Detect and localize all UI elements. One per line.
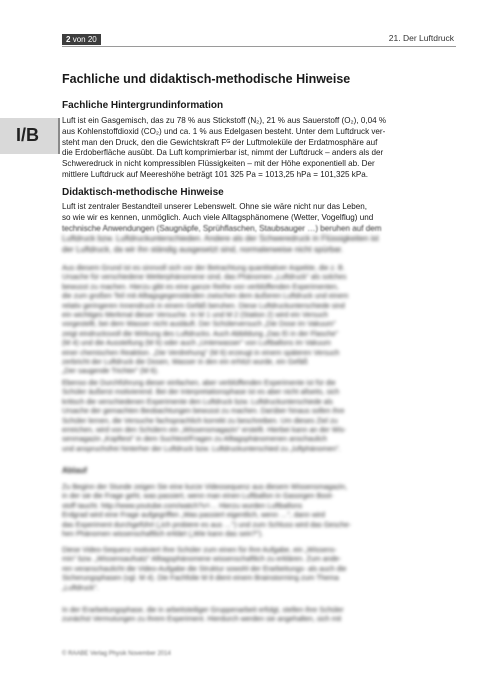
text-line: „Der saugende Trichter" (M 6). <box>62 366 159 376</box>
text-line: Schüler lernen, die Versuche fachsprachlich korrekt zu beschreiben. Um dieses Ziel zu <box>62 415 338 425</box>
text-line: so wie wir es kennen, unmöglich. Auch viele Alltagsphänomene (Wetter, Vogelflug) und <box>62 212 374 222</box>
text-line: das Experiment durchgeführt („Ich probiere es aus …") und zum Schluss wird das Gesche- <box>62 519 351 529</box>
text-line: vorgestellt, bei dem Wasser nicht ausläuft. Der Schülerversuch „Die Dose im Vakuum" <box>62 319 336 329</box>
text-line: In der Erarbeitungsphase, die in arbeitsteiliger Gruppenarbeit erfolgt, stellen ihre Schüler <box>62 605 344 614</box>
page-number-badge <box>62 34 101 45</box>
text-line: ein wichtiges Merkmal dieser Versuche. In M 1 und M 2 (Station 2) wird ein Versuch <box>62 310 329 320</box>
text-line: einer chemischen Reaktion. „Die Verdrehung" (M 6) erzeugt in einem späteren Versuch <box>62 347 340 357</box>
text-line: ren veranschaulicht die Video-Aufgabe die Struktur sowohl der Erarbeitungs- als auch die <box>62 563 347 573</box>
background-paragraph <box>62 116 454 181</box>
page-total: 20 <box>87 35 97 44</box>
text-line: Ursache der gemachten Beobachtungen bewusst zu machen. Darüber hinaus sollen ihre <box>62 406 345 416</box>
text-line: steht man den Druck, den die Gewichtskraft Fᴳ der Luftmoleküle der Erdatmosphäre auf <box>62 137 378 147</box>
blurred-paragraph-4 <box>62 545 454 592</box>
text-line: Erdgrad wird eine Frage aufgegriffen „Was passiert eigentlich, wenn …", dann wird <box>62 510 326 520</box>
footer-copyright: © RAABE Verlag Physik November 2014 <box>62 651 171 657</box>
page-header <box>62 32 456 47</box>
text-line: mittlere Luftdruck auf Meereshöhe beträgt 101 325 Pa = 1013,25 hPa = 101,325 kPa. <box>62 169 368 179</box>
text-line: Ursache für verschiedene Wetterphänomene sind, das Phänomen „Luftdruck" als solches <box>62 272 347 282</box>
section-heading-background: Fachliche Hintergrundinformation <box>62 100 224 111</box>
text-line: erreichen, wird von den Schülern ein „Wissensmagazin" erstellt. Hierbei kann an der Wis- <box>62 425 347 435</box>
text-line: (M 4) und die Ausstellung (M 6) oder auch „Unterwasser" von Luftballons im Vakuum <box>62 338 331 348</box>
text-line: bewusst zu machen. Hierzu gibt es eine ganze Reihe von verblüffenden Experimenten, <box>62 281 339 291</box>
text-line: die zum großen Teil mit Alltagsgegenständen zwischen dem äußeren Luftdruck und einem <box>62 291 349 301</box>
text-line: technische Anwendungen (Saugnäpfe, Sprühflaschen, Staubsauger …) beruhen auf dem <box>62 223 382 233</box>
didactic-paragraph <box>62 202 454 256</box>
text-line: der Luftdruck, da wir ihn ständig ausgesetzt sind, normalerweise nicht spürbar. <box>62 245 344 255</box>
text-line: Zu Beginn der Stunde zeigen Sie eine kurze Videosequenz aus diesem Wissensmagazin, <box>62 482 348 491</box>
text-line: Luft ist zentraler Bestandteil unserer Lebenswelt. Ohne sie wäre nicht nur das Leben, <box>62 202 368 211</box>
blurred-paragraph-1 <box>62 263 454 376</box>
text-line: min" bzw. „Wissensaufsatz" Alltagsphänomene wissenschaftlich zu erklären. Zum ande- <box>62 554 342 564</box>
text-line: Schüler äußerst motivierend. Bei der Interpretationsphase ist es aber nicht allseits, sich <box>62 387 340 397</box>
text-line: Sicherungsphasen (vgl. M 4). Die Fachfolie M 8 dient einem Brainstorming zum Thema <box>62 573 339 583</box>
text-line: und anspruchsfrei hinterher der Luftdruck bzw. Luftdruckunterschied zu „luftphänomen". <box>62 443 341 453</box>
text-line: hen Phänomen wissenschaftlich erklärt („Wie kann das sein?"). <box>62 529 264 539</box>
text-line: aus Kohlenstoffdioxid (CO₂) und ca. 1 % aus Edelgasen besteht. Unter dem Luftdruck ver- <box>62 126 386 136</box>
blurred-paragraph-2 <box>62 378 454 453</box>
text-line: „Luftdruck". <box>62 582 99 592</box>
blurred-paragraph-5 <box>62 605 454 624</box>
text-line: Luft ist ein Gasgemisch, das zu 78 % aus Stickstoff (N₂), 21 % aus Sauerstoff (O₂), 0,04 % <box>62 116 387 125</box>
text-line: stoff taucht. http://www.youtube.com/watch?v=… Hierzu wurden Luftballons <box>62 500 303 510</box>
text-line: zunächst Vermutungen zu ihrem Experiment. Hierdurch werden sie angehalten, sich mit <box>62 614 342 624</box>
text-line: in der sie die Frage geht, was passiert, wenn man einen Luftballon in Gasorgen Boot- <box>62 491 334 501</box>
text-line: zerbricht der Luftdruck die Dosen, Wasser in den ein erhitzt wurde, ein Gefäß <box>62 357 308 367</box>
text-line: Luftdruck bzw. Luftdruckunterschieden. Andere als der Schweredruck in Flüssigkeiten ist <box>62 234 379 244</box>
main-title: Fachliche und didaktisch-methodische Hinweise <box>62 72 351 86</box>
page-current: 2 <box>66 35 71 44</box>
side-tab-label: I/B <box>16 125 40 145</box>
chapter-title: 21. Der Luftdruck <box>388 33 454 43</box>
text-line: die Erdoberfläche ausübt. Da Luft komprimierbar ist, nimmt der Luftdruck – anders als der <box>62 148 384 158</box>
blurred-paragraph-3 <box>62 482 454 538</box>
page-separator: von <box>72 35 86 44</box>
side-tab <box>0 118 60 154</box>
section-heading-ablauf: Ablauf <box>62 466 87 475</box>
text-line: kritisch die verschiedenen Experimente den Luftdruck bzw. Luftdruckunterschiede als <box>62 396 333 406</box>
text-line: zeigt eindrucksvoll die Wirkung des Luftdrucks. Auch Abbildung „Das Ei in der Flasche" <box>62 328 339 338</box>
text-line: senmagazin „Kopftest" in dem Suchtext/Fragen zu Alltagsphänomenen anschaulich <box>62 434 328 444</box>
text-line: Diese Video-Sequenz motiviert Ihre Schüler zum einen für ihre Aufgabe, ein „Wissens- <box>62 545 337 554</box>
section-heading-didactic: Didaktisch-methodische Hinweise <box>62 187 224 198</box>
text-line: Schweredruck in nicht kompressiblen Flüssigkeiten – mit der Höhe exponentiell ab. Der <box>62 159 375 169</box>
text-line: relativ geringeren Innendruck in einem Gefäß beruhen. Diese Luftdruckunterschiede sind <box>62 300 345 310</box>
text-line: Ebenso die Durchführung dieser einfachen, aber verblüffenden Experimente ist für die <box>62 378 336 387</box>
text-line: Aus diesem Grund ist es sinnvoll sich vor der Betrachtung quantitativer Aspekte, die z. B. <box>62 263 345 272</box>
